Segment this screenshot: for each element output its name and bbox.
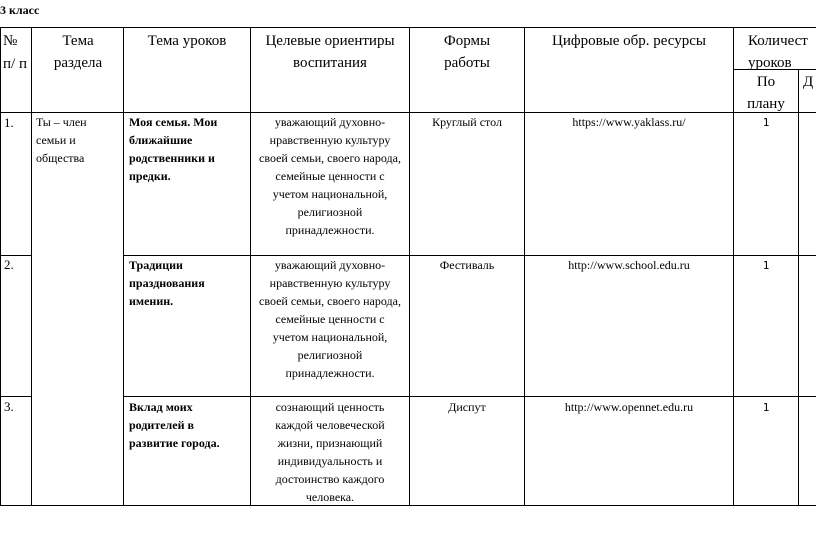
table-border-left bbox=[0, 27, 1, 506]
row-3-plan: 1 bbox=[762, 401, 770, 414]
row-3-topic: Вклад моих родителей в развитие города. bbox=[129, 400, 220, 450]
row-2-goals: уважающий духовно-нравственную культуру своей семьи, своего народа, семейные ценности с учетом национальной, религиозной принадлежности. bbox=[259, 258, 401, 380]
row-1-goals: уважающий духовно-нравственную культуру своей семьи, своего народа, семейные ценности с учетом национальной, религиозной принадлежности. bbox=[259, 115, 401, 237]
col-divider-topic bbox=[250, 27, 251, 506]
header-fact: Д bbox=[803, 74, 814, 90]
row-1-resource-link[interactable]: https://www.yaklass.ru/ bbox=[572, 115, 686, 129]
header-count: Количест уроков bbox=[748, 33, 808, 71]
header-forms: Формы работы bbox=[443, 33, 491, 71]
col-divider-plan bbox=[798, 69, 799, 506]
header-topic: Тема уроков bbox=[147, 33, 227, 49]
row-2-num: 2. bbox=[4, 257, 14, 272]
row-3-resource-link[interactable]: http://www.opennet.edu.ru bbox=[564, 400, 694, 414]
row-1-topic: Моя семья. Мои ближайшие родственники и предки. bbox=[129, 115, 218, 183]
header-plan: По плану bbox=[747, 74, 785, 112]
col-divider-num bbox=[31, 27, 32, 506]
row-divider-2-left bbox=[0, 396, 31, 397]
row-3-form: Диспут bbox=[448, 400, 486, 414]
row-2-resource-link[interactable]: http://www.school.edu.ru bbox=[568, 258, 690, 272]
row-1-num: 1. bbox=[4, 115, 14, 130]
section-name: Ты – член семьи и общества bbox=[36, 115, 87, 165]
header-resources: Цифровые обр. ресурсы bbox=[551, 33, 706, 49]
row-2-topic: Традиции празднования именин. bbox=[129, 258, 205, 308]
page-heading: 3 класс bbox=[0, 3, 40, 17]
row-1-form: Круглый стол bbox=[432, 115, 502, 129]
row-2-form: Фестиваль bbox=[439, 258, 495, 272]
row-divider-2-right bbox=[123, 396, 816, 397]
header-num: № п/ п bbox=[3, 33, 27, 72]
row-2-plan: 1 bbox=[762, 259, 770, 272]
header-goals: Целевые ориентиры воспитания bbox=[265, 33, 395, 71]
row-3-goals: сознающий ценность каждой человеческой жизни, признающий индивидуальность и достоинство каждого человека. bbox=[275, 400, 385, 504]
row-1-plan: 1 bbox=[762, 116, 770, 129]
row-3-num: 3. bbox=[4, 399, 14, 414]
col-divider-section bbox=[123, 27, 124, 506]
header-section: Тема раздела bbox=[53, 33, 103, 71]
